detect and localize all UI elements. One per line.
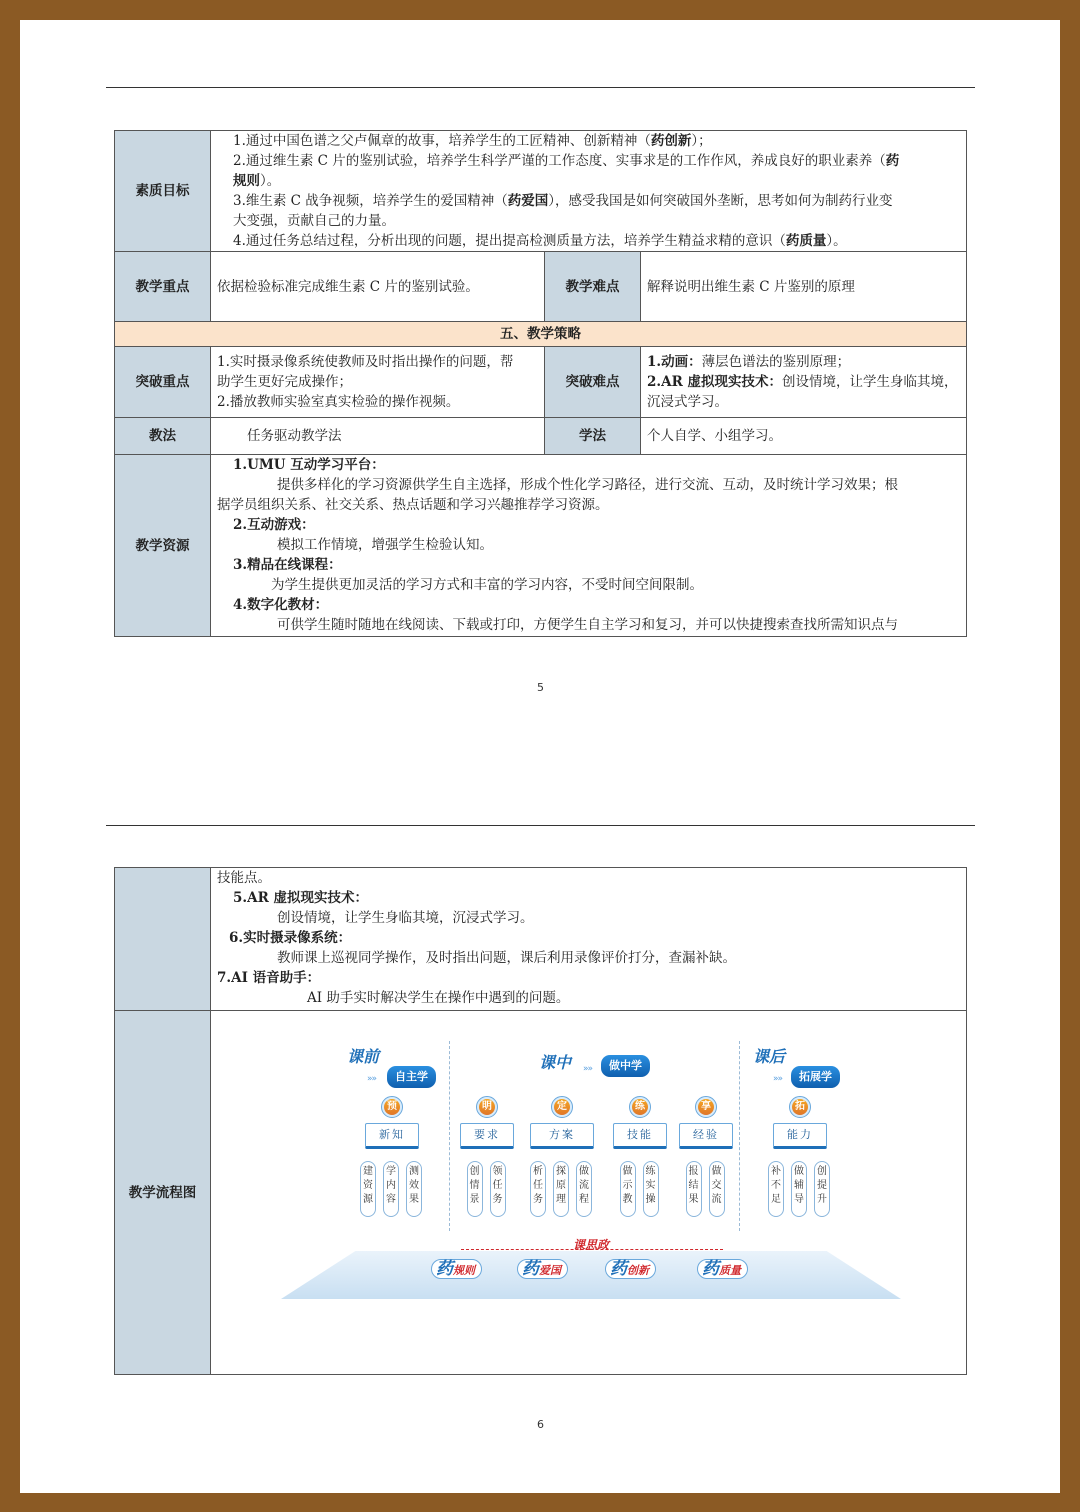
teaching-resources-content (211, 455, 967, 637)
ideology-platform (281, 1251, 901, 1299)
step-1-item-1-char-2: 资 (363, 1180, 373, 1191)
page1-header-rule (106, 87, 975, 88)
step-3-item-2-char-2: 原 (556, 1180, 566, 1191)
resource-4-heading: 4.数字化教材： (233, 597, 329, 613)
step-4-item-2-char-3: 操 (645, 1194, 656, 1205)
step-5-item-2-char-3: 流 (711, 1194, 722, 1205)
divider-before-in (449, 1041, 450, 1231)
ideology-value-1-yao: 药 (436, 1259, 453, 1279)
resource-5-text: 创设情境，让学生身临其境，沉浸式学习。 (277, 910, 534, 926)
teaching-method-text: 任务驱动教学法 (211, 418, 545, 455)
pill-learn-by-doing: 做中学 (601, 1055, 650, 1077)
row-section-title (115, 322, 967, 347)
step-3-box: 方案 (530, 1123, 594, 1149)
step-4-item-1-char-1: 做 (622, 1166, 633, 1177)
resource-4-text-end: 技能点。 (217, 870, 271, 886)
row-methods (115, 418, 967, 455)
ideology-value-3 (605, 1259, 656, 1279)
resource-3-text: 为学生提供更加灵活的学习方式和丰富的学习内容，不受时间空间限制。 (271, 577, 703, 593)
row-flow-chart (115, 1011, 967, 1375)
step-3-item-2 (553, 1161, 569, 1217)
ideology-value-4 (697, 1259, 748, 1279)
resource-7-heading: 7.AI 语音助手： (217, 970, 321, 986)
step-5-item-2 (709, 1161, 725, 1217)
quality-goal-2: 2.通过维生素 C 片的鉴别试验，培养学生科学严谨的工作态度、实事求是的工作作风，养成良好的职业素养（药 (233, 153, 900, 169)
ideology-value-4-text: 质量 (719, 1264, 741, 1277)
step-5-item-1-char-1: 报 (688, 1166, 699, 1177)
step-3-item-1-char-1: 析 (533, 1166, 543, 1177)
ideology-value-2 (517, 1259, 568, 1279)
ideology-value-1-text: 规则 (453, 1264, 475, 1277)
step-3-item-3-char-3: 程 (579, 1194, 589, 1205)
step-2-badge-char: 明 (479, 1099, 495, 1115)
step-1-box: 新知 (365, 1123, 419, 1149)
step-1-item-2 (383, 1161, 399, 1217)
step-2-item-2-char-3: 务 (492, 1194, 503, 1205)
quality-goal-4: 4.通过任务总结过程，分析出现的问题，提出提高检测质量方法，培养学生精益求精的意识（药质量）。 (233, 233, 847, 249)
step-3-item-1-char-3: 务 (533, 1194, 543, 1205)
step-3-item-1-char-2: 任 (533, 1180, 543, 1191)
step-3-item-3 (576, 1161, 592, 1217)
step-2-item-1-char-2: 情 (469, 1180, 480, 1191)
teaching-resources-label: 教学资源 (115, 455, 211, 637)
quality-goal-3-cont: 大变强，贡献自己的力量。 (233, 213, 395, 229)
step-3-item-3-char-1: 做 (579, 1166, 589, 1177)
row-resources (115, 455, 967, 637)
step-6-badge (789, 1096, 811, 1118)
step-3-item-3-char-2: 流 (579, 1180, 589, 1191)
lesson-plan-table-page2 (114, 867, 967, 1375)
breakthrough-key-content (211, 347, 545, 418)
row-key-points (115, 252, 967, 322)
step-6-item-3-char-2: 提 (817, 1180, 827, 1191)
step-1-item-1-char-1: 建 (363, 1166, 373, 1177)
step-6-item-2 (791, 1161, 807, 1217)
teaching-flow-diagram (211, 1011, 965, 1373)
step-5-item-1-char-3: 果 (688, 1194, 699, 1205)
step-4-badge (629, 1096, 651, 1118)
lesson-plan-table-page1 (114, 130, 967, 637)
step-2-item-1-char-3: 景 (469, 1194, 480, 1205)
step-2-item-2-char-1: 领 (492, 1166, 503, 1177)
breakthrough-difficulty-content (641, 347, 967, 418)
learning-method-label: 学法 (545, 418, 641, 455)
step-3-item-1 (530, 1161, 546, 1217)
resource-2-heading: 2.互动游戏： (233, 517, 315, 533)
divider-in-after (739, 1041, 740, 1231)
step-5-item-2-char-1: 做 (711, 1166, 722, 1177)
learning-method-text: 个人自学、小组学习。 (641, 418, 967, 455)
step-1-item-3-char-1: 测 (409, 1166, 419, 1177)
resource-2-text: 模拟工作情境，增强学生检验认知。 (277, 537, 493, 553)
ideology-value-3-yao: 药 (610, 1259, 627, 1279)
step-3-item-2-char-1: 探 (556, 1166, 566, 1177)
phase-after-arrows: »» (773, 1074, 783, 1084)
step-1-badge (381, 1096, 403, 1118)
quality-goal-1: 1.通过中国色谱之父卢佩章的故事，培养学生的工匠精神、创新精神（药创新）； (233, 133, 712, 149)
step-4-item-2 (643, 1161, 659, 1217)
step-6-item-2-char-2: 辅 (794, 1180, 804, 1191)
page-number-5: 5 (537, 681, 544, 694)
resources-continued-label (115, 868, 211, 1011)
step-6-item-2-char-3: 导 (794, 1194, 804, 1205)
breakthrough-key-line-3: 2.播放教师实验室真实检验的操作视频。 (217, 394, 460, 410)
difficult-points-label: 教学难点 (545, 252, 641, 322)
step-4-item-2-char-2: 实 (645, 1180, 656, 1191)
resource-6-heading: 6.实时摄录像系统： (229, 930, 352, 946)
phase-before-arrows: »» (367, 1074, 377, 1084)
breakthrough-difficulty-line-2: 2.AR 虚拟现实技术：创设情境，让学生身临其境， (647, 374, 958, 390)
step-2-item-2 (490, 1161, 506, 1217)
breakthrough-difficulty-line-1: 1.动画：薄层色谱法的鉴别原理； (647, 354, 851, 370)
ideology-value-2-text: 爱国 (539, 1264, 561, 1277)
page-number-6: 6 (537, 1418, 544, 1431)
pill-self-study: 自主学 (387, 1066, 436, 1088)
quality-goal-3: 3.维生素 C 战争视频，培养学生的爱国精神（药爱国），感受我国是如何突破国外垄断，思考如何为制药行业变 (233, 193, 893, 209)
resource-3-heading: 3.精品在线课程： (233, 557, 342, 573)
breakthrough-key-line-1: 1.实时摄录像系统使教师及时指出操作的问题，帮 (217, 354, 514, 370)
phase-in-class: 课中 (539, 1053, 572, 1072)
resource-1-text-cont: 据学员组织关系、社交关系、热点话题和学习兴趣推荐学习资源。 (217, 497, 609, 513)
row-quality-goals (115, 131, 967, 252)
step-2-item-2-char-2: 任 (492, 1180, 503, 1191)
step-2-badge (476, 1096, 498, 1118)
step-1-badge-char: 预 (384, 1099, 400, 1115)
step-5-item-2-char-2: 交 (711, 1180, 722, 1191)
step-1-item-3 (406, 1161, 422, 1217)
step-5-badge-char: 享 (698, 1099, 714, 1115)
step-6-item-1-char-3: 足 (771, 1194, 781, 1205)
step-3-badge-char: 定 (554, 1099, 570, 1115)
quality-goals-content (211, 131, 967, 252)
step-4-badge-char: 练 (632, 1099, 648, 1115)
teaching-method-label: 教法 (115, 418, 211, 455)
step-6-item-3-char-1: 创 (817, 1166, 827, 1177)
step-6-item-1-char-1: 补 (771, 1166, 781, 1177)
resource-7-text: AI 助手实时解决学生在操作中遇到的问题。 (307, 990, 570, 1006)
step-4-item-1 (620, 1161, 636, 1217)
step-4-item-2-char-1: 练 (645, 1166, 656, 1177)
resources-continued-content (211, 868, 967, 1011)
step-6-item-1-char-2: 不 (771, 1180, 781, 1191)
step-4-item-1-char-3: 教 (622, 1194, 633, 1205)
breakthrough-key-label: 突破重点 (115, 347, 211, 418)
resource-5-heading: 5.AR 虚拟现实技术： (233, 890, 368, 906)
step-2-box: 要求 (460, 1123, 514, 1149)
step-6-box: 能力 (773, 1123, 827, 1149)
difficult-points-text: 解释说明出维生素 C 片鉴别的原理 (641, 252, 967, 322)
step-5-badge (695, 1096, 717, 1118)
breakthrough-key-line-2: 助学生更好完成操作； (217, 374, 352, 390)
step-3-badge (551, 1096, 573, 1118)
key-points-text: 依据检验标准完成维生素 C 片的鉴别试验。 (211, 252, 545, 322)
breakthrough-difficulty-line-3: 沉浸式学习。 (647, 394, 728, 410)
resource-4-text: 可供学生随时随地在线阅读、下载或打印，方便学生自主学习和复习，并可以快捷搜索查找所需知识点与 (277, 617, 898, 633)
step-1-item-2-char-2: 内 (386, 1180, 396, 1191)
step-3-item-2-char-3: 理 (556, 1194, 566, 1205)
flow-chart-cell (211, 1011, 967, 1375)
step-2-item-1 (467, 1161, 483, 1217)
step-4-box: 技能 (613, 1123, 667, 1149)
phase-after-class: 课后 (753, 1047, 786, 1066)
breakthrough-difficulty-label: 突破难点 (545, 347, 641, 418)
ideology-value-3-text: 创新 (627, 1264, 649, 1277)
row-breakthrough (115, 347, 967, 418)
step-6-item-1 (768, 1161, 784, 1217)
step-6-item-2-char-1: 做 (794, 1166, 804, 1177)
phase-in-arrows: »» (583, 1064, 593, 1074)
resource-1-heading: 1.UMU 互动学习平台： (233, 457, 385, 473)
step-4-item-1-char-2: 示 (622, 1180, 633, 1191)
step-1-item-2-char-3: 容 (386, 1194, 396, 1205)
ideology-label: 课思政 (573, 1238, 610, 1252)
resource-6-text: 教师课上巡视同学操作，及时指出问题，课后利用录像评价打分，查漏补缺。 (277, 950, 736, 966)
step-1-item-1-char-3: 源 (363, 1194, 373, 1205)
step-1-item-3-char-3: 果 (409, 1194, 419, 1205)
step-5-item-1-char-2: 结 (688, 1180, 699, 1191)
phase-before-class: 课前 (347, 1047, 380, 1066)
key-points-label: 教学重点 (115, 252, 211, 322)
step-1-item-2-char-1: 学 (386, 1166, 396, 1177)
step-6-item-3 (814, 1161, 830, 1217)
step-2-item-1-char-1: 创 (469, 1166, 480, 1177)
step-5-box: 经验 (679, 1123, 733, 1149)
step-1-item-1 (360, 1161, 376, 1217)
page2-header-rule (106, 825, 975, 826)
step-6-item-3-char-3: 升 (817, 1194, 827, 1205)
ideology-value-4-yao: 药 (702, 1259, 719, 1279)
step-5-item-1 (686, 1161, 702, 1217)
step-6-badge-char: 拓 (792, 1099, 808, 1115)
resource-1-text: 提供多样化的学习资源供学生自主选择，形成个性化学习路径，进行交流、互动，及时统计学习效果；根 (277, 477, 898, 493)
step-1-item-3-char-2: 效 (409, 1180, 419, 1191)
quality-goals-label: 素质目标 (115, 131, 211, 252)
ideology-value-2-yao: 药 (522, 1259, 539, 1279)
quality-goal-2-cont: 规则）。 (233, 173, 281, 189)
section-title-teaching-strategy: 五、教学策略 (115, 322, 967, 347)
row-resources-continued (115, 868, 967, 1011)
ideology-value-1 (431, 1259, 482, 1279)
pill-extended-study: 拓展学 (791, 1066, 840, 1088)
flow-chart-label: 教学流程图 (115, 1011, 211, 1375)
